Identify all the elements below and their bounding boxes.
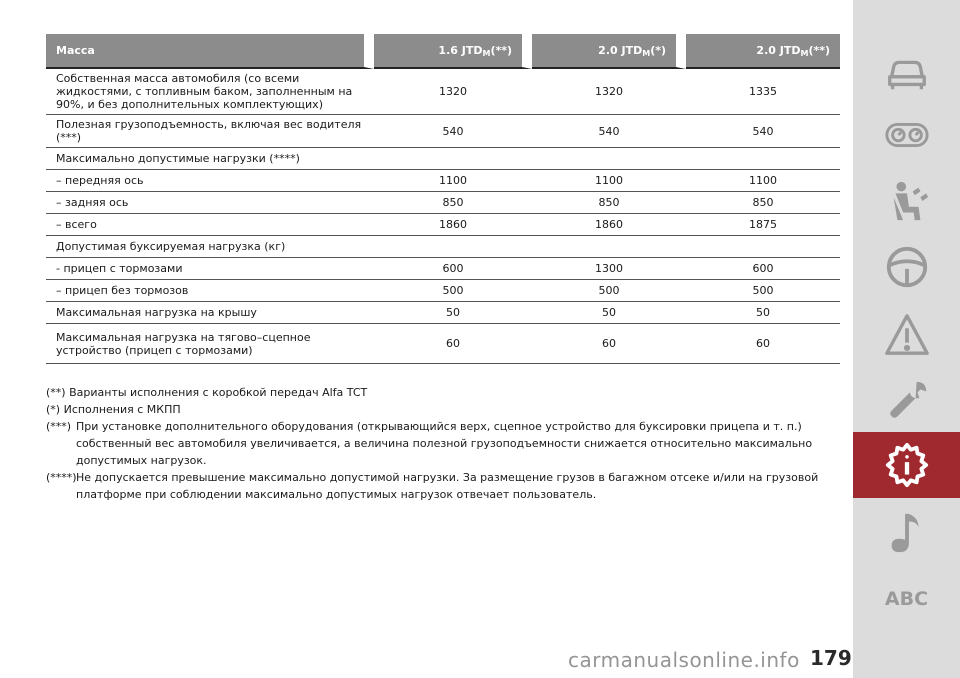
row-value: 540 (532, 115, 686, 148)
row-value: 540 (374, 115, 532, 148)
row-label: Максимально допустимые нагрузки (****) (46, 148, 374, 170)
table-header-row (46, 34, 840, 69)
sidebar-item-driving[interactable] (853, 234, 960, 300)
row-value: 600 (374, 258, 532, 280)
row-value: 50 (532, 302, 686, 324)
dashboard-icon (884, 112, 930, 158)
row-value: 1100 (374, 170, 532, 192)
table-body (46, 69, 840, 364)
header-engine-1: 1.6 $JTD_M(**)$ (374, 34, 532, 69)
music-note-icon (884, 510, 930, 556)
row-value (374, 148, 532, 170)
car-icon (884, 48, 930, 94)
row-label: Допустимая буксируемая нагрузка (кг) (46, 236, 374, 258)
row-label: Максимальная нагрузка на крышу (46, 302, 374, 324)
row-value: 1335 (686, 69, 840, 115)
row-value: 1320 (532, 69, 686, 115)
row-value: 1860 (532, 214, 686, 236)
sidebar-item-technical-data[interactable] (853, 432, 960, 498)
row-value (532, 236, 686, 258)
wrench-icon (884, 378, 930, 424)
row-value (686, 236, 840, 258)
footnote-max-load: (****) Не допускается превышение максимально допустимой нагрузки. За размещение грузов в багажном отсеке и/или на грузовой платформе при соблюдении максимально допустимых нагрузок отвечает пользователь. (46, 471, 819, 501)
watermark: carmanualsonline.info (568, 648, 800, 672)
header-engine-3: 2.0 $JTD_M(**)$ (686, 34, 840, 69)
footnote-extra-equipment: (***) При установке дополнительного оборудования (открывающийся верх, сцепное устройство для буксировки прицепа и т. п.) собственный вес автомобиля увеличивается, а величина полезной грузоподъемности снижается относительно максимально допустимых нагрузок. (46, 420, 813, 467)
table-row (46, 324, 840, 364)
row-value (532, 148, 686, 170)
sidebar-item-index[interactable] (853, 566, 960, 632)
row-value: 60 (532, 324, 686, 364)
technical-data-icon (884, 442, 930, 488)
table-row (46, 192, 840, 214)
table-row (46, 236, 840, 258)
header-engine-2: 2.0 $JTD_M(*)$ (532, 34, 686, 69)
table-row (46, 148, 840, 170)
steering-wheel-icon (884, 244, 930, 290)
row-value: 1875 (686, 214, 840, 236)
sidebar-item-multimedia[interactable] (853, 500, 960, 566)
footnotes (46, 384, 832, 503)
row-label: Полезная грузоподъемность, включая вес водителя (***) (46, 115, 374, 148)
chapter-sidebar (853, 0, 960, 678)
row-label: – передняя ось (46, 170, 374, 192)
row-value: 50 (374, 302, 532, 324)
table-row (46, 214, 840, 236)
sidebar-item-car[interactable] (853, 38, 960, 104)
row-value: 50 (686, 302, 840, 324)
seatbelt-person-icon (884, 178, 930, 224)
table-row (46, 280, 840, 302)
abc-label: ABC (884, 588, 929, 610)
row-value: 600 (686, 258, 840, 280)
row-value: 1100 (532, 170, 686, 192)
row-value (374, 236, 532, 258)
row-value: 1100 (686, 170, 840, 192)
row-label: Максимальная нагрузка на тягово–сцепное устройство (прицеп с тормозами) (46, 324, 374, 364)
row-value: 500 (686, 280, 840, 302)
footnote-manual: (*) Исполнения с МКПП (46, 403, 181, 416)
table-row (46, 69, 840, 115)
row-value: 60 (686, 324, 840, 364)
row-value: 500 (374, 280, 532, 302)
sidebar-item-maintenance[interactable] (853, 368, 960, 434)
sidebar-item-dashboard[interactable] (853, 102, 960, 168)
row-value: 850 (374, 192, 532, 214)
row-label: Собственная масса автомобиля (со всеми жидкостями, с топливным баком, заполненным на 90%, и без дополнительных комплектующих) (46, 69, 374, 115)
row-value: 500 (532, 280, 686, 302)
row-label: - прицеп с тормозами (46, 258, 374, 280)
sidebar-item-safety[interactable] (853, 168, 960, 234)
row-value: 850 (532, 192, 686, 214)
table-row (46, 115, 840, 148)
mass-table (46, 34, 840, 364)
row-value (686, 148, 840, 170)
table-row (46, 258, 840, 280)
row-value: 1320 (374, 69, 532, 115)
row-label: – задняя ось (46, 192, 374, 214)
footnote-tct: (**) Варианты исполнения с коробкой передач Alfa TCT (46, 386, 368, 399)
row-value: 850 (686, 192, 840, 214)
row-value: 1860 (374, 214, 532, 236)
row-label: – всего (46, 214, 374, 236)
page-number: 179 (810, 646, 852, 670)
row-label: – прицеп без тормозов (46, 280, 374, 302)
row-value: 1300 (532, 258, 686, 280)
row-value: 540 (686, 115, 840, 148)
table-row (46, 302, 840, 324)
header-mass: Масса (46, 34, 374, 69)
warning-triangle-icon (884, 312, 930, 358)
row-value: 60 (374, 324, 532, 364)
sidebar-item-emergency[interactable] (853, 302, 960, 368)
table-row (46, 170, 840, 192)
